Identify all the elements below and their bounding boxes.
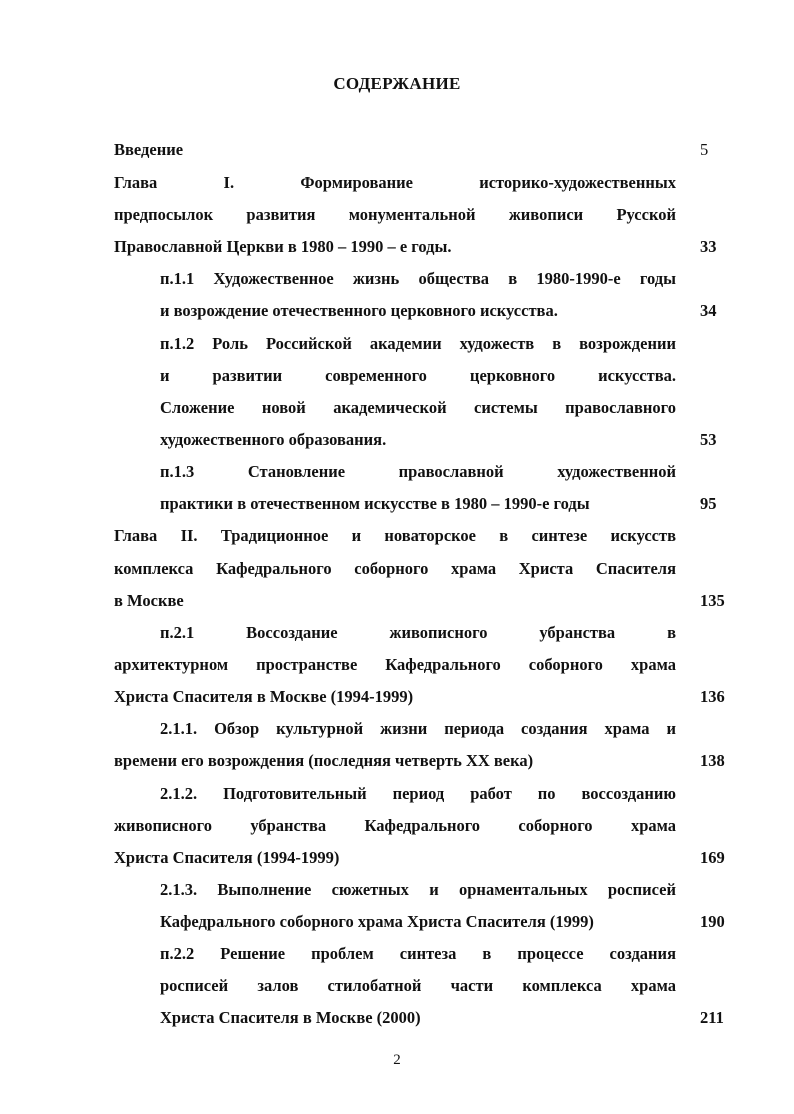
toc-s22-line1: п.2.2 Решение проблем синтеза в процессе создания <box>160 944 676 963</box>
toc-s213-page: 190 <box>700 912 725 931</box>
toc-ch2-line2: комплекса Кафедрального соборного храма Христа Спасителя <box>114 559 676 578</box>
toc-s11-line2: и возрождение отечественного церковного искусства. <box>160 301 558 320</box>
toc-s213-line2: Кафедрального соборного храма Христа Спасителя (1999) <box>160 912 594 931</box>
toc-intro-label: Введение <box>114 140 184 159</box>
toc-s212-line2: живописного убранства Кафедрального соборного храма <box>114 816 676 835</box>
toc-s212-line3: Христа Спасителя (1994-1999) <box>114 848 340 867</box>
toc-s21-line3: Христа Спасителя в Москве (1994-1999) <box>114 687 414 706</box>
toc-s212-page: 169 <box>700 848 725 867</box>
toc-s13-line1: п.1.3 Становление православной художественной <box>160 462 676 481</box>
page-title: СОДЕРЖАНИЕ <box>333 74 461 93</box>
toc-s12-line1: п.1.2 Роль Российской академии художеств в возрождении <box>160 334 676 353</box>
toc-ch1-line2: предпосылок развития монументальной живописи Русской <box>114 205 676 224</box>
toc-s212-line1: 2.1.2. Подготовительный период работ по воссозданию <box>160 784 676 803</box>
toc-s22-line3: Христа Спасителя в Москве (2000) <box>160 1008 421 1027</box>
toc-s22-page: 211 <box>700 1008 724 1027</box>
toc-s12-line4: художественного образования. <box>160 430 387 449</box>
toc-s13-line2: практики в отечественном искусстве в 1980 – 1990-е годы <box>160 494 590 513</box>
toc-ch2-line1: Глава II. Традиционное и новаторское в синтезе искусств <box>114 526 676 545</box>
toc-s21-line2: архитектурном пространстве Кафедрального соборного храма <box>114 655 676 674</box>
toc-s12-line3: Сложение новой академической системы православного <box>160 398 676 417</box>
toc-ch2-line3: в Москве <box>114 591 184 610</box>
toc-s11-page: 34 <box>700 301 717 320</box>
toc-ch2-page: 135 <box>700 591 725 610</box>
toc-s211-line2: времени его возрождения (последняя четверть XX века) <box>114 751 534 770</box>
toc-s22-line2: росписей залов стилобатной части комплекса храма <box>160 976 676 995</box>
toc-ch1-line3: Православной Церкви в 1980 – 1990 – е годы. <box>114 237 452 256</box>
toc-intro-page: 5 <box>700 140 709 159</box>
toc-s211-page: 138 <box>700 751 725 770</box>
toc-ch1-line1: Глава I. Формирование историко-художественных <box>114 173 676 192</box>
toc-s21-page: 136 <box>700 687 725 706</box>
toc-s21-line1: п.2.1 Воссоздание живописного убранства в <box>160 623 676 642</box>
page-number: 2 <box>393 1052 401 1068</box>
toc-s11-line1: п.1.1 Художественное жизнь общества в 1980-1990-е годы <box>160 269 676 288</box>
toc-s13-page: 95 <box>700 494 717 513</box>
toc-ch1-page: 33 <box>700 237 717 256</box>
toc-s12-page: 53 <box>700 430 717 449</box>
toc-s211-line1: 2.1.1. Обзор культурной жизни периода создания храма и <box>160 719 676 738</box>
toc-s213-line1: 2.1.3. Выполнение сюжетных и орнаментальных росписей <box>160 880 676 899</box>
toc-s12-line2: и развитии современного церковного искусства. <box>160 366 676 385</box>
